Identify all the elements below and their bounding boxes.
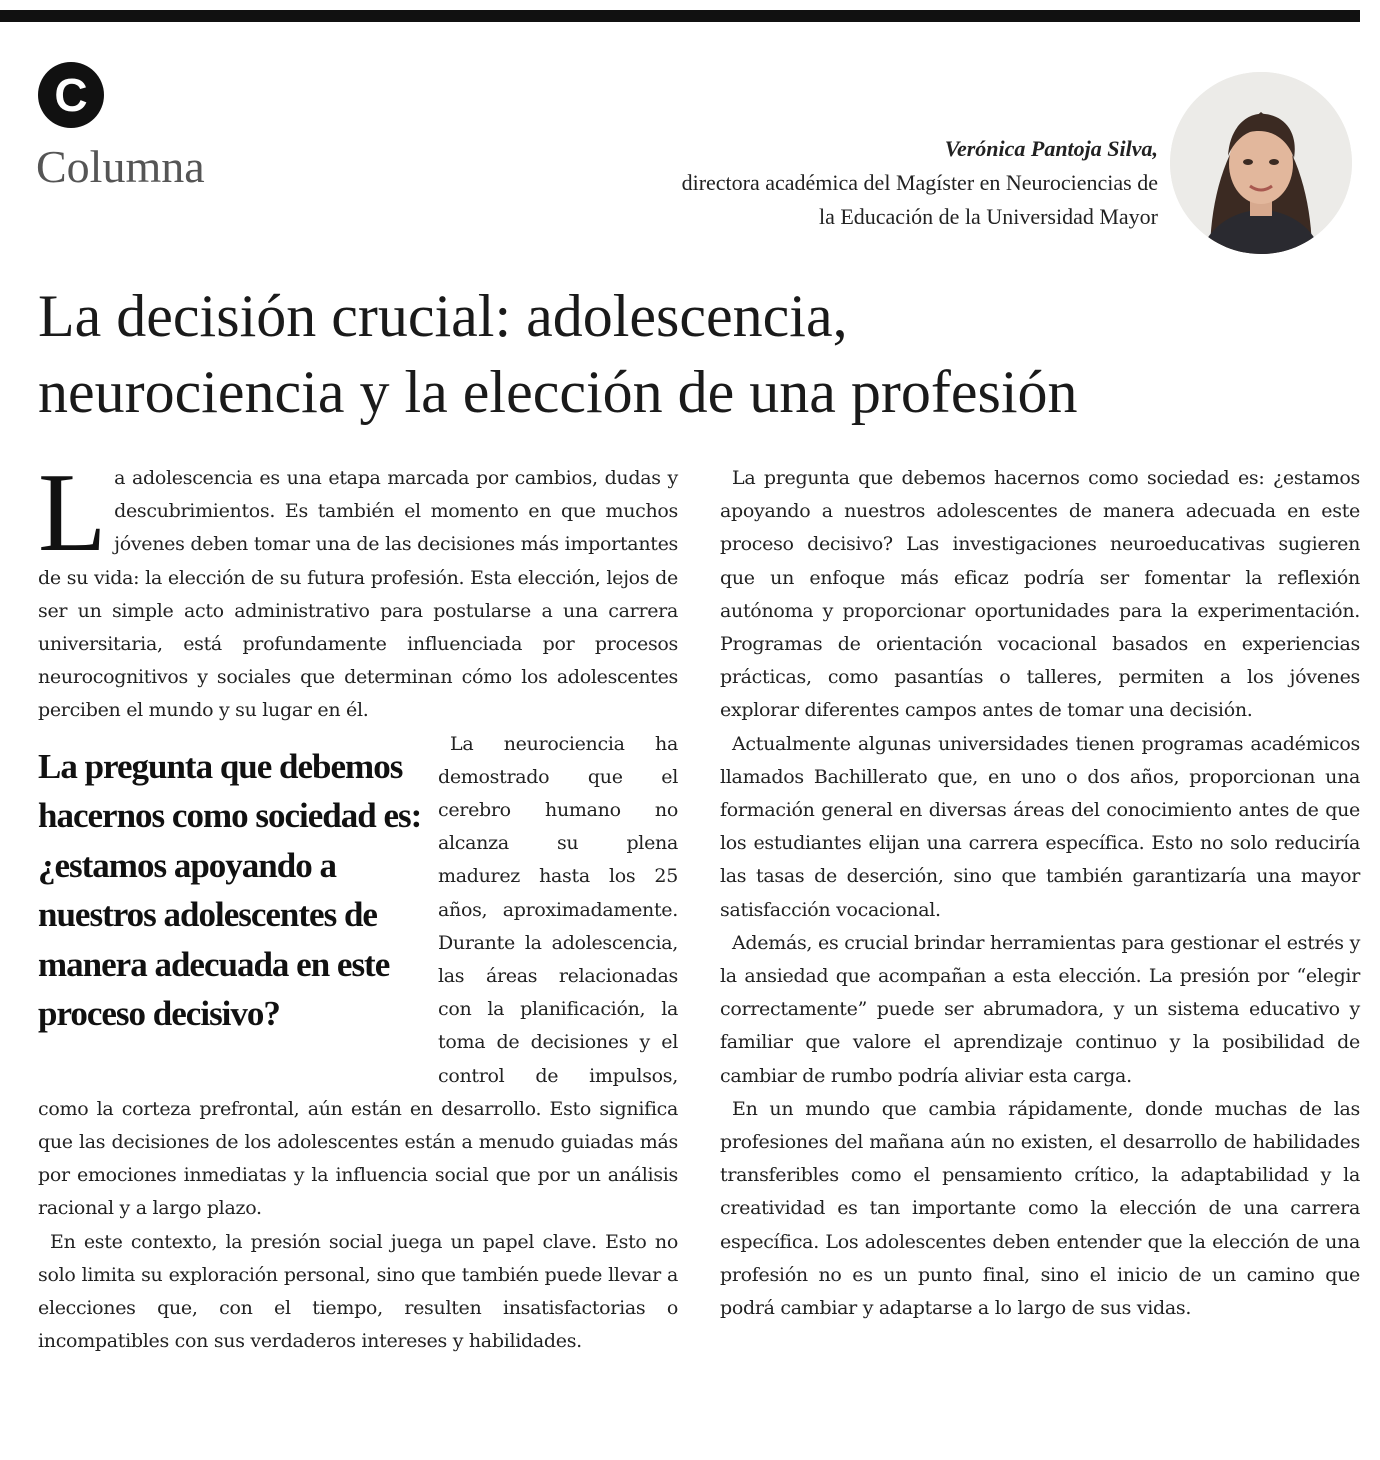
author-byline bbox=[458, 132, 1158, 234]
pull-quote: La pregunta que debemos hacernos como sociedad es: ¿estamos apoyando a nuestros adolescentes de manera adecuada en este proceso decisivo? bbox=[38, 746, 422, 1034]
article-column-left bbox=[38, 451, 678, 1358]
article-headline bbox=[38, 278, 1358, 430]
article-column-right bbox=[720, 462, 1360, 1325]
body-paragraph-2: La neurociencia ha demostrado que el cerebro humano no alcanza su plena madurez hasta los 25 años, aproximadamente. Durante la adolescencia, las áreas relacionadas con la planificación, la toma de decisiones y el control de impulsos, como la corteza prefrontal, aún están en desarrollo. Esto significa que las decisiones de los adolescentes están a menudo guiadas más por emociones inmediatas y la influencia social que por un análisis racional y a largo plazo. bbox=[38, 732, 678, 1220]
body-paragraph-4: La pregunta que debemos hacernos como sociedad es: ¿estamos apoyando a nuestros adolescentes de manera adecuada en este proceso decisivo? Las investigaciones neuroeducativas sugieren que un enfoque más eficaz podría ser fomentar la reflexión autónoma y proporcionar oportunidades para la experimentación. Programas de orientación vocacional basados en experiencias prácticas, como pasantías o talleres, permiten a los jóvenes explorar diferentes campos antes de tomar una decisión. bbox=[720, 467, 1360, 722]
body-paragraph-3: En este contexto, la presión social juega un papel clave. Esto no solo limita su exploración personal, sino que también puede llevar a elecciones que, con el tiempo, resulten insatisfactorias o incompatibles con sus verdaderos intereses y habilidades. bbox=[38, 1230, 678, 1353]
author-role-line2: la Educación de la Universidad Mayor bbox=[818, 204, 1158, 229]
body-paragraph-1-text: a adolescencia es una etapa marcada por cambios, dudas y descubrimientos. Es también el momento en que muchos jóvenes deben tomar una de las decisiones más importantes de su vida: la elección de su futura profesión. Esta elección, lejos de ser un simple acto administrativo para postularse a una carrera universitaria, está profundamente influenciada por procesos neurocognitivos y sociales que determinan cómo los adolescentes perciben el mundo y su lugar en él. bbox=[38, 467, 678, 722]
top-rule bbox=[0, 10, 1360, 22]
drop-cap: L bbox=[38, 451, 107, 575]
author-role-line1: directora académica del Magíster en Neurociencias de bbox=[681, 170, 1158, 195]
headline-line-1: La decisión crucial: adolescencia, bbox=[38, 283, 848, 349]
author-name: Verónica Pantoja Silva, bbox=[944, 136, 1158, 161]
headline-line-2: neurociencia y la elección de una profesión bbox=[38, 359, 1078, 425]
section-label: Columna bbox=[36, 141, 205, 192]
section-badge-letter: C bbox=[54, 69, 88, 121]
author-photo bbox=[1170, 72, 1352, 254]
author-portrait-illustration bbox=[1170, 72, 1352, 254]
body-paragraph-7: En un mundo que cambia rápidamente, donde muchas de las profesiones del mañana aún no existen, el desarrollo de habilidades transferibles como el pensamiento crítico, la adaptabilidad y la creatividad es tan importante como la elección de una carrera específica. Los adolescentes deben entender que la elección de una profesión no es un punto final, sino el inicio de un camino que podrá cambiar y adaptarse a lo largo de sus vidas. bbox=[720, 1097, 1360, 1320]
section-badge bbox=[38, 62, 104, 128]
body-paragraph-5: Actualmente algunas universidades tienen programas académicos llamados Bachillerato que, en uno o dos años, proporcionan una formación general en diversas áreas del conocimiento antes de que los estudiantes elijan una carrera específica. Esto no solo reduciría las tasas de deserción, sino que también garantizaría una mayor satisfacción vocacional. bbox=[720, 732, 1360, 921]
body-paragraph-6: Además, es crucial brindar herramientas para gestionar el estrés y la ansiedad que acompañan a esta elección. La presión por “elegir correctamente” puede ser abrumadora, y un sistema educativo y familiar que valore el aprendizaje continuo y la posibilidad de cambiar de rumbo podría aliviar esta carga. bbox=[720, 931, 1360, 1087]
body-paragraph-1 bbox=[38, 451, 678, 728]
